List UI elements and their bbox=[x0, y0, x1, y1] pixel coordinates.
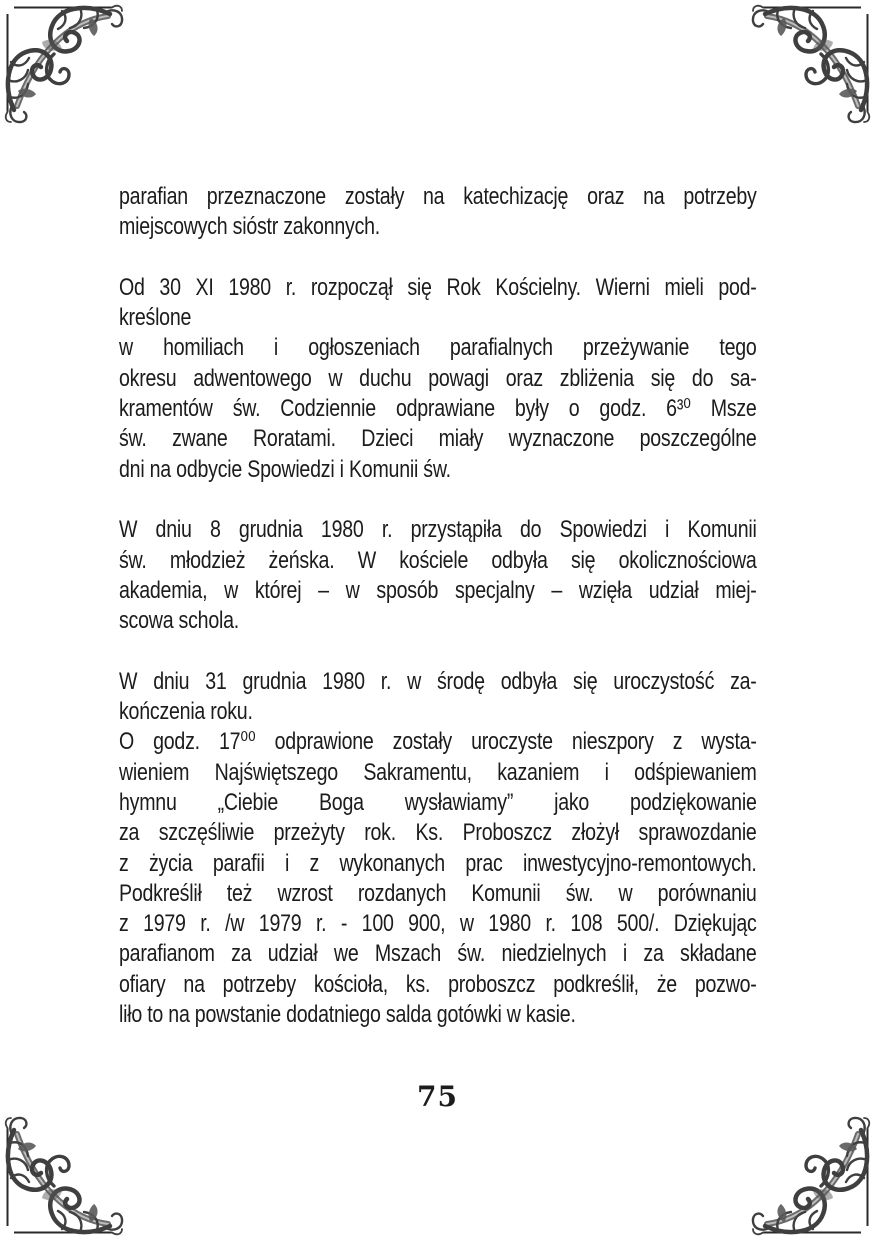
baroque-corner-flourish-icon bbox=[741, 1106, 875, 1240]
text-line: O godz. 17⁰⁰ odprawione zostały uroczyste nieszpory z wysta- bbox=[119, 728, 757, 756]
text-line: kreślone bbox=[119, 304, 192, 332]
page-text bbox=[119, 182, 757, 1030]
baroque-corner-flourish-icon bbox=[0, 0, 134, 134]
text-line: W dniu 8 grudnia 1980 r. przystąpiła do Spowiedzi i Komunii bbox=[119, 516, 757, 544]
text-line: św. młodzież żeńska. W kościele odbyła się okolicznościowa bbox=[119, 546, 757, 574]
text-line: akademia, w której – w sposób specjalny – wzięła udział miej- bbox=[119, 576, 757, 604]
text-line: z życia parafii i z wykonanych prac inwestycyjno-remontowych. bbox=[119, 849, 757, 877]
text-line: W dniu 31 grudnia 1980 r. w środę odbyła się uroczystość za- bbox=[119, 667, 757, 695]
text-line: w homiliach i ogłoszeniach parafialnych przeżywanie tego bbox=[119, 334, 757, 362]
text-line: św. zwane Roratami. Dzieci miały wyznaczone poszczególne bbox=[119, 425, 757, 453]
text-line: Podkreślił też wzrost rozdanych Komunii św. w porównaniu bbox=[119, 879, 757, 907]
text-line: liło to na powstanie dodatniego salda gotówki w kasie. bbox=[119, 1001, 576, 1029]
paragraph bbox=[119, 182, 757, 243]
baroque-corner-flourish-icon bbox=[0, 1106, 134, 1240]
paragraph bbox=[119, 273, 757, 485]
text-line: hymnu „Ciebie Boga wysławiamy” jako podziękowanie bbox=[119, 788, 757, 816]
text-line: scowa schola. bbox=[119, 607, 239, 635]
paragraph bbox=[119, 515, 757, 636]
paragraph bbox=[119, 667, 757, 1031]
text-line: kramentów św. Codziennie odprawiane były o godz. 6³⁰ Msze bbox=[119, 395, 757, 423]
text-line: dni na odbycie Spowiedzi i Komunii św. bbox=[119, 455, 451, 483]
text-line: miejscowych sióstr zakonnych. bbox=[119, 213, 380, 241]
text-line: parafianom za udział we Mszach św. niedzielnych i za składane bbox=[119, 940, 757, 968]
text-line: wieniem Najświętszego Sakramentu, kazaniem i odśpiewaniem bbox=[119, 758, 757, 786]
text-line: parafian przeznaczone zostały na katechizację oraz na potrzeby bbox=[119, 183, 757, 210]
text-line: za szczęśliwie przeżyty rok. Ks. Proboszcz złożył sprawozdanie bbox=[119, 819, 757, 847]
page-number: 75 bbox=[417, 1080, 458, 1113]
text-line: ofiary na potrzeby kościoła, ks. proboszcz podkreślił, że pozwo- bbox=[119, 970, 757, 998]
text-line: kończenia roku. bbox=[119, 698, 253, 726]
text-line: okresu adwentowego w duchu powagi oraz zbliżenia się do sa- bbox=[119, 364, 757, 392]
text-line: z 1979 r. /w 1979 r. - 100 900, w 1980 r. 108 500/. Dziękując bbox=[119, 910, 757, 938]
baroque-corner-flourish-icon bbox=[741, 0, 875, 134]
text-line: Od 30 XI 1980 r. rozpoczął się Rok Kościelny. Wierni mieli pod- bbox=[119, 273, 757, 301]
